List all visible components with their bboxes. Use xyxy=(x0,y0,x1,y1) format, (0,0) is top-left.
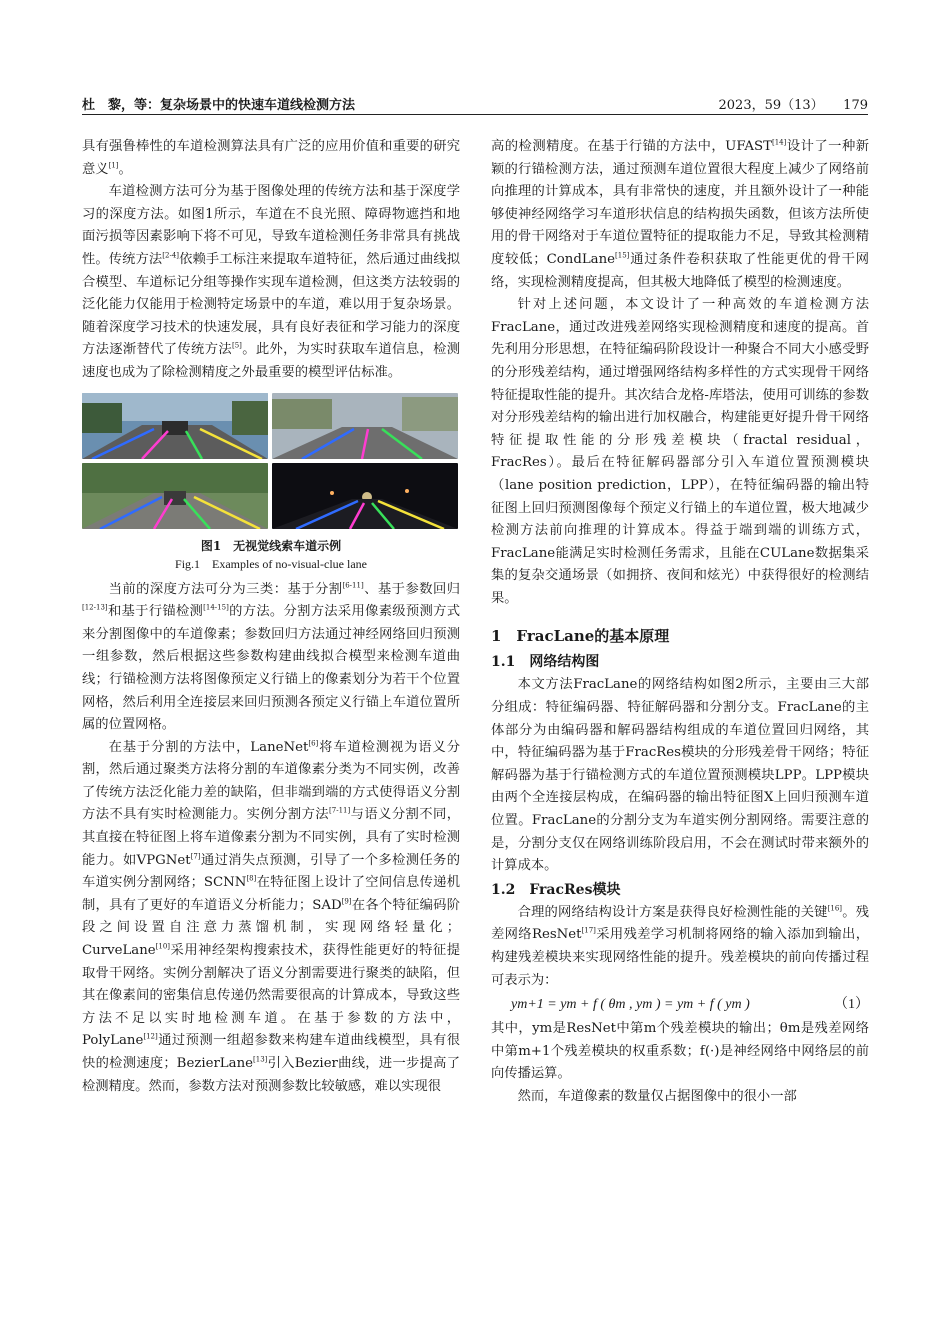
road-photo-3 xyxy=(82,463,268,529)
citation: [12] xyxy=(143,1032,158,1041)
citation: [5] xyxy=(231,341,242,350)
equation-expression: ym+1 = ym + f ( θm , ym ) = ym + f ( ym ) xyxy=(511,997,750,1013)
citation: [14] xyxy=(772,138,787,147)
citation: [6-11] xyxy=(342,581,364,590)
citation: [16] xyxy=(827,904,843,913)
paragraph: 车道检测方法可分为基于图像处理的传统方法和基于深度学习的深度方法。如图1所示，车道在不良光照、障碍物遮挡和地面污损等因素影响下将不可见，导致车道检测任务非常具有挑战性。传统方法[2-4]依赖手工标注来提取车道特征，然后通过曲线拟合模型、车道标记分组等操作实现车道检测，但这类方法较弱的泛化能力仅能用于检测特定场景中的车道，难以用于复杂场景。随着深度学习技术的快速发展，具有良好表征和学习能力的深度方法逐渐替代了传统方法[5]。此外，为实时获取车道信息，检测速度也成为了除检测精度之外最重要的模型评估标准。 xyxy=(82,184,461,380)
figure-caption-cn: 图1 无视觉线索车道示例 xyxy=(200,538,342,553)
paragraph: 合理的网络结构设计方案是获得良好检测性能的关键[16]。残差网络ResNet[17]采用残差学习机制将网络的输入添加到输出，构建残差模块来实现网络性能的提升。残差模块的前向传播过程可表示为： xyxy=(491,904,870,988)
citation: [17] xyxy=(581,926,596,935)
paragraph: 其中，ym是ResNet中第m个残差模块的输出；θm是残差网络中第m+1个残差模块的权重系数；f(·)是神经网络中网络层的前向传播运算。 xyxy=(491,1021,869,1082)
running-header xyxy=(82,92,868,115)
road-photo-1 xyxy=(82,393,268,459)
figure-1 xyxy=(82,393,460,573)
citation: [6] xyxy=(308,739,319,748)
road-photo-4 xyxy=(272,463,458,529)
right-column xyxy=(491,136,869,1109)
figure-caption-en: Fig.1 Examples of no-visual-clue lane xyxy=(175,556,367,571)
header-title: 杜 黎，等：复杂场景中的快速车道线检测方法 xyxy=(82,98,356,113)
citation: [10] xyxy=(155,942,171,951)
citation: [1] xyxy=(108,161,119,170)
citation: [2-4] xyxy=(162,251,180,260)
equation-number: （1） xyxy=(834,997,869,1013)
paragraph: 针对上述问题，本文设计了一种高效的车道检测方法FracLane，通过改进残差网络实现检测精度和速度的提高。首先利用分形思想，在特征编码阶段设计一种聚合不同大小感受野的分形残差结构，通过增强网络结构多样性的方式实现骨干网络特征提取性能的提升。其次结合龙格-库塔法，使用可训练的参数对分形残差结构的输出进行加权融合，构建能更好提升骨干网络特征提取性能的分形残差模块（fractal residual，FracRes）。最后在特征解码器部分引入车道位置预测模块（lane position prediction，LPP），在特征编码器的输出特征图上回归预测图像每个预定义行锚上的车道位置，极大地减少检测方法前向推理的计算成本。得益于端到端的训练方式，FracLane能满足实时检测任务需求，且能在CULane数据集采集的复杂交通场景（如拥挤、夜间和炫光）中获得很好的检测结果。 xyxy=(491,297,869,606)
paragraph: 当前的深度方法可分为三类：基于分割[6-11]、基于参数回归[12-13]和基于行锚检测[14-15]的方法。分割方法采用像素级预测方式来分割图像中的车道像素；参数回归方法通过神经网络回归预测一组参数，然后根据这些参数构建曲线拟合模型来检测车道曲线；行锚检测方法将图像预定义行锚上的像素划分为若干个位置网格，然后利用全连接层来回归预测各预定义行锚上车道位置所属的位置网格。 xyxy=(82,581,461,733)
section-heading: 1 FracLane的基本原理 xyxy=(491,627,670,646)
road-photo-2 xyxy=(272,393,458,459)
subsection-heading: 1.1 网络结构图 xyxy=(491,654,600,671)
citation: [9] xyxy=(341,897,352,906)
citation: [7] xyxy=(190,852,201,861)
citation: [14-15] xyxy=(203,603,229,612)
paragraph: 具有强鲁棒性的车道检测算法具有广泛的应用价值和重要的研究意义[1]。 xyxy=(82,139,460,177)
header-journal-info: 2023，59（13） 179 xyxy=(718,98,868,113)
left-column xyxy=(82,136,460,1098)
paragraph: 本文方法FracLane的网络结构如图2所示，主要由三大部分组成：特征编码器、特征解码器和分割分支。FracLane的主体部分为由编码器和解码器结构组成的车道位置回归网络，其中，特征编码器为基于FracRes模块的分形残差骨干网络；特征解码器为基于行锚检测方式的车道位置预测模块LPP。LPP模块由两个全连接层构成，在编码器的输出特征图X上回归预测车道位置。FracLane的分割分支为车道实例分割网络。需要注意的是，分割分支仅在网络训练阶段启用，不会在测试时带来额外的计算成本。 xyxy=(491,677,869,874)
citation: [15] xyxy=(615,251,630,260)
equation-1 xyxy=(491,992,869,1018)
paragraph: 在基于分割的方法中，LaneNet[6]将车道检测视为语义分割，然后通过聚类方法将分割的车道像素分类为不同实例，改善了传统方法泛化能力差的缺陷，但非端到端的方式使得语义分割方法不具有实时检测能力。实例分割方法[7-11]与语义分割不同，其直接在特征图上将车道像素分割为不同实例，具有了实时检测能力。如VPGNet[7]通过消失点预测，引导了一个多检测任务的车道实例分割网络；SCNN[8]在特征图上设计了空间信息传递机制，具有了更好的车道语义分析能力；SAD[9]在各个特征编码阶段之间设置自注意力蒸馏机制，实现网络轻量化；CurveLane[10]采用神经架构搜索技术，获得性能更好的特征提取骨干网络。实例分割解决了语义分割需要进行聚类的缺陷，但其在像素间的密集信息传递仍然需要很高的计算成本，导致这些方法不足以实时地检测车道。在基于参数的方法中，PolyLane[12]通过预测一组超参数来构建车道曲线模型，具有很快的检测速度；BezierLane[13]引入Bezier曲线，进一步提高了检测精度。然而，参数方法对预测参数比较敏感，难以实现很 xyxy=(82,739,461,1094)
subsection-heading: 1.2 FracRes模块 xyxy=(491,881,621,898)
citation: [8] xyxy=(246,874,257,883)
paragraph: 然而，车道像素的数量仅占据图像中的很小一部 xyxy=(517,1088,797,1104)
citation: [7-11] xyxy=(329,807,351,816)
paragraph: 高的检测精度。在基于行锚的方法中，UFAST[14]设计了一种新颖的行锚检测方法，通过预测车道位置很大程度上减少了网络前向推理的计算成本，具有非常快的速度，并且额外设计了一种能够使神经网络学习车道形状信息的结构损失函数，但该方法所使用的骨干网络对于车道位置特征的提取能力不足，导致其检测精度较低；CondLane[15]通过条件卷积获取了性能更优的骨干网络，实现检测精度提高，但其极大地降低了模型的检测速度。 xyxy=(491,138,870,290)
citation: [13] xyxy=(253,1055,268,1064)
citation: [12-13] xyxy=(82,603,108,612)
